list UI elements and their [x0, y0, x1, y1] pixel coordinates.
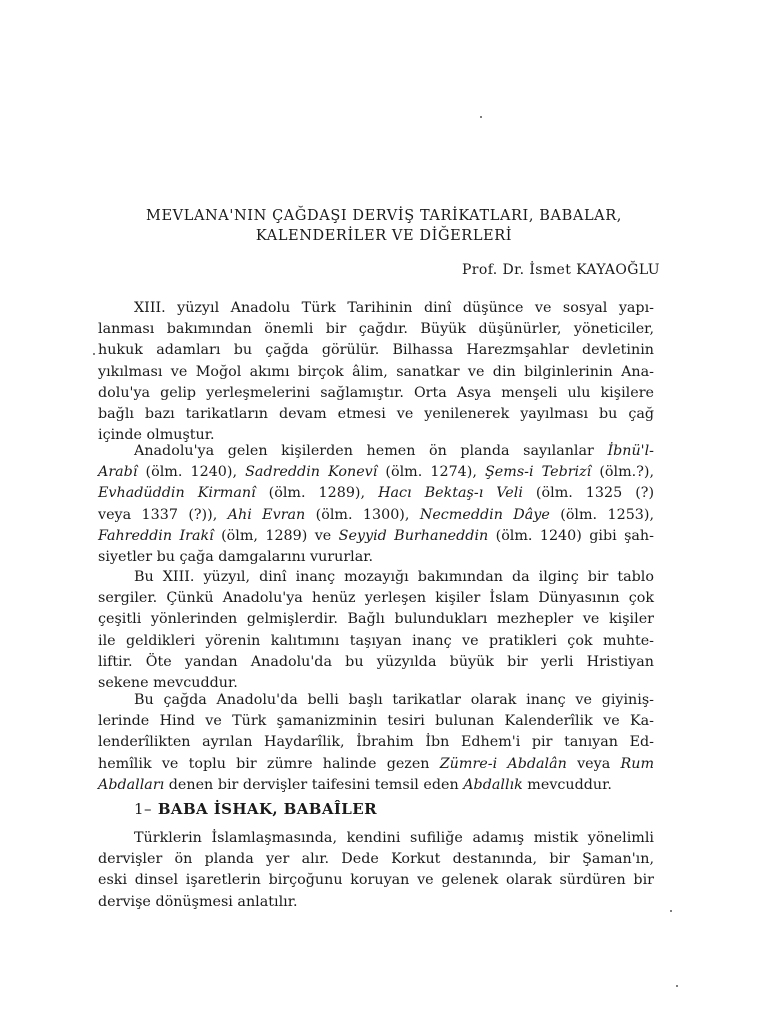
italic-name: İbnü'l-: [607, 443, 654, 459]
text-line: sekene mevcuddur.: [98, 675, 238, 692]
text-line: liftir. Öte yandan Anadolu'da bu yüzyılda büyük bir yerli Hristiyan: [98, 653, 654, 670]
italic-name: Fahreddin Irakî: [98, 527, 214, 544]
text-line: [98, 505, 654, 526]
paragraph-1: [98, 298, 654, 446]
text-run: veya: [566, 755, 621, 772]
text-run: (ölm. 1240),: [137, 464, 246, 481]
italic-name: Abdalları: [98, 776, 165, 793]
text-run: veya 1337 (?)),: [98, 506, 228, 523]
text-line: Bu XIII. yüzyıl, dinî inanç mozayığı bakımından da ilginç bir tablo: [134, 569, 654, 585]
text-line: hukuk adamları bu çağda görülür. Bilhassa Harezmşahlar devletinin: [98, 342, 654, 359]
italic-name: Hacı Bektaş-ı Veli: [378, 485, 523, 502]
title-line-2: KALENDERİLER VE DİĞERLERİ: [255, 228, 513, 244]
text-line: eski dinsel işaretlerin birçoğunu koruyan ve gelenek olarak sürdüren bir: [98, 872, 654, 889]
text-run: (ölm. 1253),: [549, 506, 655, 523]
scan-speck: [93, 353, 95, 355]
text-run: Anadolu'ya gelen kişilerden hemen ön planda sayılanlar: [134, 443, 608, 459]
italic-name: Ahi Evran: [227, 506, 306, 523]
title-line-1: MEVLANA'NIN ÇAĞDAŞI DERVİŞ TARİKATLARI, BABALAR,: [146, 208, 622, 224]
text-line: içinde olmuştur.: [98, 427, 215, 444]
text-line: yıkılması ve Moğol akımı birçok âlim, sanatkar ve din bilginlerinin Ana-: [98, 363, 654, 380]
section-number: 1–: [134, 800, 152, 818]
text-line: dervişler ön planda yer alır. Dede Korkut destanında, bir Şaman'ın,: [98, 851, 654, 868]
paragraph-4: [98, 690, 654, 796]
text-line: siyetler bu çağa damgalarını vururlar.: [98, 549, 374, 566]
text-run: (ölm. 1274),: [377, 464, 486, 481]
text-line: sergiler. Çünkü Anadolu'ya henüz yerleşen kişiler İslam Dünyasının çok: [98, 590, 654, 607]
text-run: (ölm. 1240) gibi şah-: [488, 527, 654, 544]
paragraph-2: [98, 441, 654, 568]
text-run: (ölm. 1300),: [305, 506, 420, 523]
text-line: lenderîlikten ayrılan Haydarîlik, İbrahim İbn Edhem'i pir tanıyan Ed-: [98, 734, 654, 751]
italic-name: Sadreddin Konevî: [245, 464, 378, 481]
scan-speck: [676, 985, 678, 987]
text-line: [98, 483, 654, 504]
italic-name: Arabî: [98, 464, 138, 481]
paragraph-5: [98, 828, 654, 913]
text-run: (ölm, 1289) ve: [213, 527, 339, 544]
text-line: çeşitli yönlerinden gelmişlerdir. Bağlı bulundukları mezhepler ve kişiler: [98, 611, 654, 628]
text-line: lanması bakımından önemli bir çağdır. Büyük düşünürler, yöneticiler,: [98, 321, 654, 338]
text-line: bağlı bazı tarikatların devam etmesi ve yenilenerek yayılması bu çağ: [98, 406, 654, 423]
italic-name: Evhadüddin Kirmanî: [98, 485, 256, 502]
italic-name: Abdallık: [463, 776, 523, 793]
italic-name: Zümre-i Abdalân: [439, 755, 567, 772]
author-byline: Prof. Dr. İsmet KAYAOĞLU: [461, 262, 660, 278]
italic-name: Seyyid Burhaneddin: [338, 527, 489, 544]
text-line: ile geldikleri yörenin kalıtımını taşıyan inanç ve pratikleri çok muhte-: [98, 632, 654, 649]
italic-name: Necmeddin Dâye: [419, 506, 550, 523]
paragraph-3: [98, 567, 654, 694]
text-line: Bu çağda Anadolu'da belli başlı tarikatlar olarak inanç ve giyiniş-: [134, 692, 654, 708]
text-line: [98, 462, 654, 483]
section-heading: [134, 800, 377, 818]
text-run: denen bir dervişler taifesini temsil eden: [164, 776, 464, 793]
text-run: hemîlik ve toplu bir zümre halinde gezen: [98, 755, 440, 772]
text-run: mevcuddur.: [522, 776, 612, 793]
scan-speck: [480, 116, 482, 118]
text-line: [98, 775, 654, 796]
text-line: XIII. yüzyıl Anadolu Türk Tarihinin dinî düşünce ve sosyal yapı-: [134, 300, 654, 316]
article-title: [60, 206, 708, 246]
section-title: BABA İSHAK, BABAÎLER: [157, 800, 377, 818]
italic-name: Şems-i Tebrizî: [485, 464, 592, 481]
text-run: (ölm. 1289),: [255, 485, 379, 502]
text-line: lerinde Hind ve Türk şamanizminin tesiri bulunan Kalenderîlik ve Ka-: [98, 713, 654, 730]
text-line: dervişe dönüşmesi anlatılır.: [98, 893, 298, 910]
text-line: dolu'ya gelip yerleşmelerini sağlamıştır. Orta Asya menşeli ulu kişilere: [98, 384, 654, 401]
text-run: (ölm.?),: [591, 464, 654, 481]
text-line: [98, 526, 654, 547]
text-run: (ölm. 1325 (?): [522, 485, 655, 502]
italic-name: Rum: [620, 755, 654, 772]
text-line: [98, 441, 654, 462]
text-line: Türklerin İslamlaşmasında, kendini sufiliğe adamış mistik yönelimli: [134, 830, 654, 846]
text-line: [98, 754, 654, 775]
scan-speck: [670, 910, 672, 912]
